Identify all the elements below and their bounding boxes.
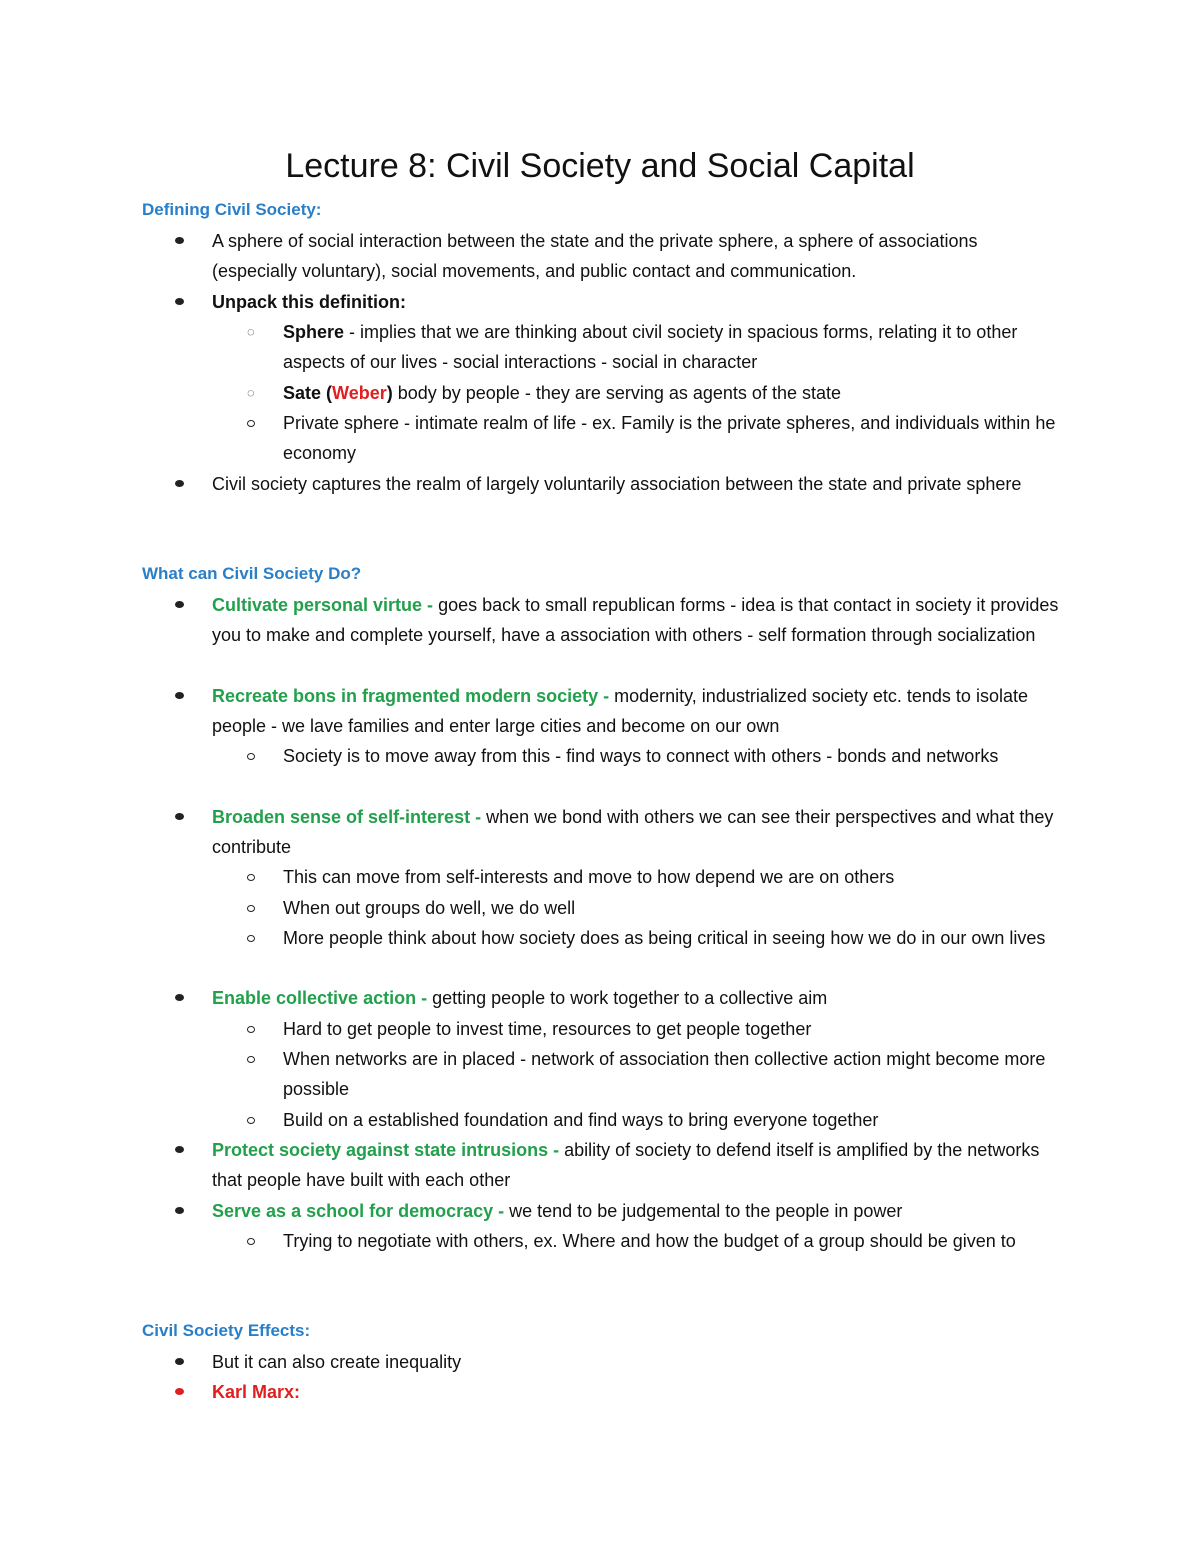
sub-list-item: More people think about how society does as being critical in seeing how we do in our own lives: [283, 923, 1073, 953]
bullet-icon: [175, 1207, 184, 1214]
list-item: Serve as a school for democracy - we tend to be judgemental to the people in power: [212, 1196, 1062, 1226]
circle-bullet-icon: [247, 1117, 255, 1124]
section-heading-defining: Defining Civil Society:: [142, 200, 322, 219]
circle-bullet-icon: [247, 420, 255, 427]
list-item: Enable collective action - getting people to work together to a collective aim: [212, 983, 1062, 1013]
list-item: A sphere of social interaction between the state and the private sphere, a sphere of associations (especially voluntary), social movements, and public contact and communication.: [212, 226, 1062, 287]
section-heading-what-can: What can Civil Society Do?: [142, 564, 362, 583]
bullet-icon: [175, 692, 184, 699]
bullet-icon: [175, 237, 184, 244]
circle-bullet-icon: [247, 1056, 255, 1063]
sub-list-item: Private sphere - intimate realm of life - ex. Family is the private spheres, and individuals within he economy: [283, 408, 1073, 469]
bullet-icon: [175, 1358, 184, 1365]
list-item: Karl Marx:: [212, 1377, 1062, 1407]
bullet-icon: [175, 1146, 184, 1153]
sub-list-item: When networks are in placed - network of association then collective action might become more possible: [283, 1044, 1073, 1105]
section-heading-effects: Civil Society Effects:: [142, 1321, 311, 1340]
list-item: Cultivate personal virtue - goes back to small republican forms - idea is that contact in society it provides you to make and complete yourself, have a association with others - self formation through socialization: [212, 590, 1062, 651]
bullet-icon: [175, 994, 184, 1001]
sub-list-item: This can move from self-interests and move to how depend we are on others: [283, 862, 1073, 892]
sub-list-item: Trying to negotiate with others, ex. Where and how the budget of a group should be given to: [283, 1226, 1073, 1256]
circle-bullet-icon: [247, 1238, 255, 1245]
list-item: Unpack this definition:: [212, 287, 1062, 317]
dotted-circle-bullet-icon: ◌: [247, 324, 255, 339]
list-item: Broaden sense of self-interest - when we bond with others we can see their perspectives and what they contribute: [212, 802, 1062, 863]
sub-list-item: ◌ Sphere - implies that we are thinking about civil society in spacious forms, relating it to other aspects of our lives - social interactions - social in character: [247, 322, 1018, 373]
bullet-icon: [175, 1388, 184, 1395]
circle-bullet-icon: [247, 753, 255, 760]
list-item: Civil society captures the realm of largely voluntarily association between the state and private sphere: [212, 469, 1062, 499]
bullet-icon: [175, 298, 184, 305]
sub-list-item: When out groups do well, we do well: [283, 893, 1073, 923]
bullet-icon: [175, 480, 184, 487]
bullet-icon: [175, 813, 184, 820]
list-item: Recreate bons in fragmented modern society - modernity, industrialized society etc. tends to isolate people - we lave families and enter large cities and become on our own: [212, 681, 1062, 742]
page-title: Lecture 8: Civil Society and Social Capital: [285, 147, 915, 185]
circle-bullet-icon: [247, 874, 255, 881]
circle-bullet-icon: [247, 1026, 255, 1033]
sub-list-item: ◌ Sate (Weber) body by people - they are serving as agents of the state: [247, 383, 841, 403]
dotted-circle-bullet-icon: ◌: [247, 385, 255, 400]
circle-bullet-icon: [247, 905, 255, 912]
bullet-icon: [175, 601, 184, 608]
sub-list-item: Hard to get people to invest time, resources to get people together: [283, 1014, 1073, 1044]
sub-list-item: Society is to move away from this - find ways to connect with others - bonds and networks: [283, 741, 1073, 771]
sub-list-item: Build on a established foundation and find ways to bring everyone together: [283, 1105, 1073, 1135]
list-item: Protect society against state intrusions - ability of society to defend itself is amplified by the networks that people have built with each other: [212, 1135, 1062, 1196]
list-item: But it can also create inequality: [212, 1347, 1062, 1377]
circle-bullet-icon: [247, 935, 255, 942]
